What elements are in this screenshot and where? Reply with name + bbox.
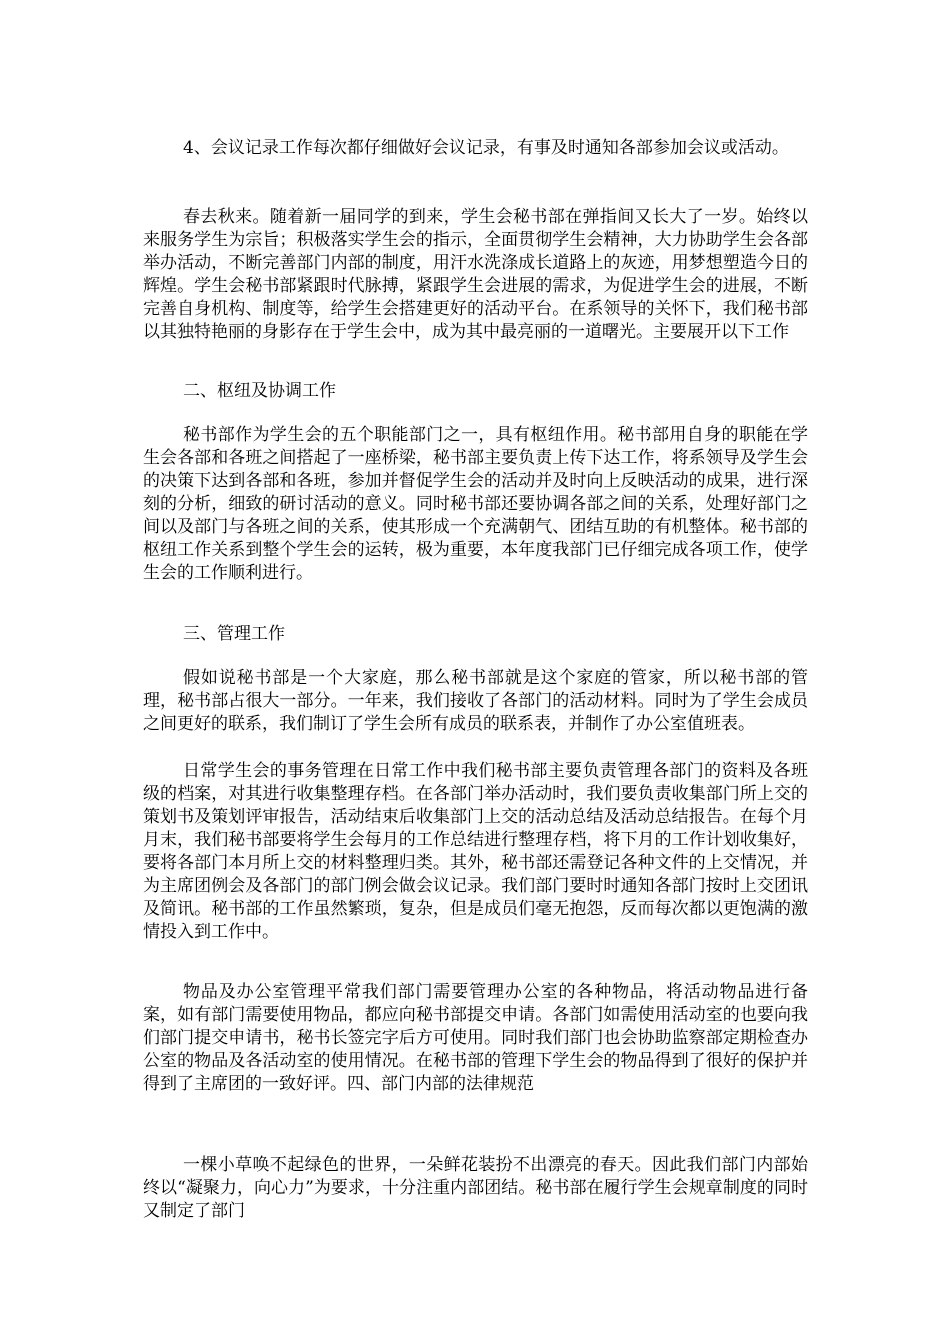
paragraph-management: 假如说秘书部是一个大家庭，那么秘书部就是这个家庭的管家，所以秘书部的管理，秘书部占很大一部分。一年来，我们接收了各部门的活动材料。同时为了学生会成员之间更好的联系，我们制订了学生会所有成员的联系表，并制作了办公室值班表。 [143,668,808,734]
paragraph-meeting-records: 4、会议记录工作每次都仔细做好会议记录，有事及时通知各部参加会议或活动。 [183,138,789,158]
paragraph-daily-affairs: 日常学生会的事务管理在日常工作中我们秘书部主要负责管理各部门的资料及各班级的档案，对其进行收集整理存档。在各部门举办活动时，我们要负责收集部门所上交的策划书及策划评审报告，活动结束后收集部门上交的活动总结及活动总结报告。在每个月月末，我们秘书部要将学生会每月的工作总结进行整理存档，将下月的工作计划收集好，要将各部门本月所上交的材料整理归类。其外，秘书部还需登记各种文件的上交情况，并为主席团例会及各部门的部门例会做会议记录。我们部门要时时通知各部门按时上交团讯及简讯。秘书部的工作虽然繁琐，复杂，但是成员们毫无抱怨，反而每次都以更饱满的激情投入到工作中。 [143,761,808,942]
paragraph-hub-coordination: 秘书部作为学生会的五个职能部门之一，具有枢纽作用。秘书部用自身的职能在学生会各部和各班之间搭起了一座桥梁，秘书部主要负责上传下达工作，将系领导及学生会的决策下达到各部和各班，参加并督促学生会的活动并及时向上反映活动的成果，进行深刻的分析，细致的研讨活动的意义。同时秘书部还要协调各部之间的关系，处理好部门之间以及部门与各班之间的关系，使其形成一个充满朝气、团结互助的有机整体。秘书部的枢纽工作关系到整个学生会的运转，极为重要，本年度我部门已仔细完成各项工作，使学生会的工作顺利进行。 [143,425,808,583]
paragraph-internal-rules: 一棵小草唤不起绿色的世界，一朵鲜花装扮不出漂亮的春天。因此我们部门内部始终以“凝聚力，向心力”为要求，十分注重内部团结。秘书部在履行学生会规章制度的同时又制定了部门 [143,1155,808,1221]
heading-hub-coordination: 二、枢纽及协调工作 [183,381,336,401]
heading-management: 三、管理工作 [183,624,285,644]
paragraph-office-items: 物品及办公室管理平常我们部门需要管理办公室的各种物品，将活动物品进行备案，如有部门需要使用物品，都应向秘书部提交申请。各部门如需使用活动室的也要向我们部门提交申请书，秘书长签完字后方可使用。同时我们部门也会协助监察部定期检查办公室的物品及各活动室的使用情况。在秘书部的管理下学生会的物品得到了很好的保护并得到了主席团的一致好评。四、部门内部的法律规范 [143,982,808,1094]
paragraph-intro: 春去秋来。随着新一届同学的到来，学生会秘书部在弹指间又长大了一岁。始终以来服务学生为宗旨；积极落实学生会的指示，全面贯彻学生会精神，大力协助学生会各部举办活动，不断完善部门内部的制度，用汗水洗涤成长道路上的灰迹，用梦想塑造今日的辉煌。学生会秘书部紧跟时代脉搏，紧跟学生会进展的需求，为促进学生会的进展，不断完善自身机构、制度等，给学生会搭建更好的活动平台。在系领导的关怀下，我们秘书部以其独特艳丽的身影存在于学生会中，成为其中最亮丽的一道曙光。主要展开以下工作 [143,207,808,342]
